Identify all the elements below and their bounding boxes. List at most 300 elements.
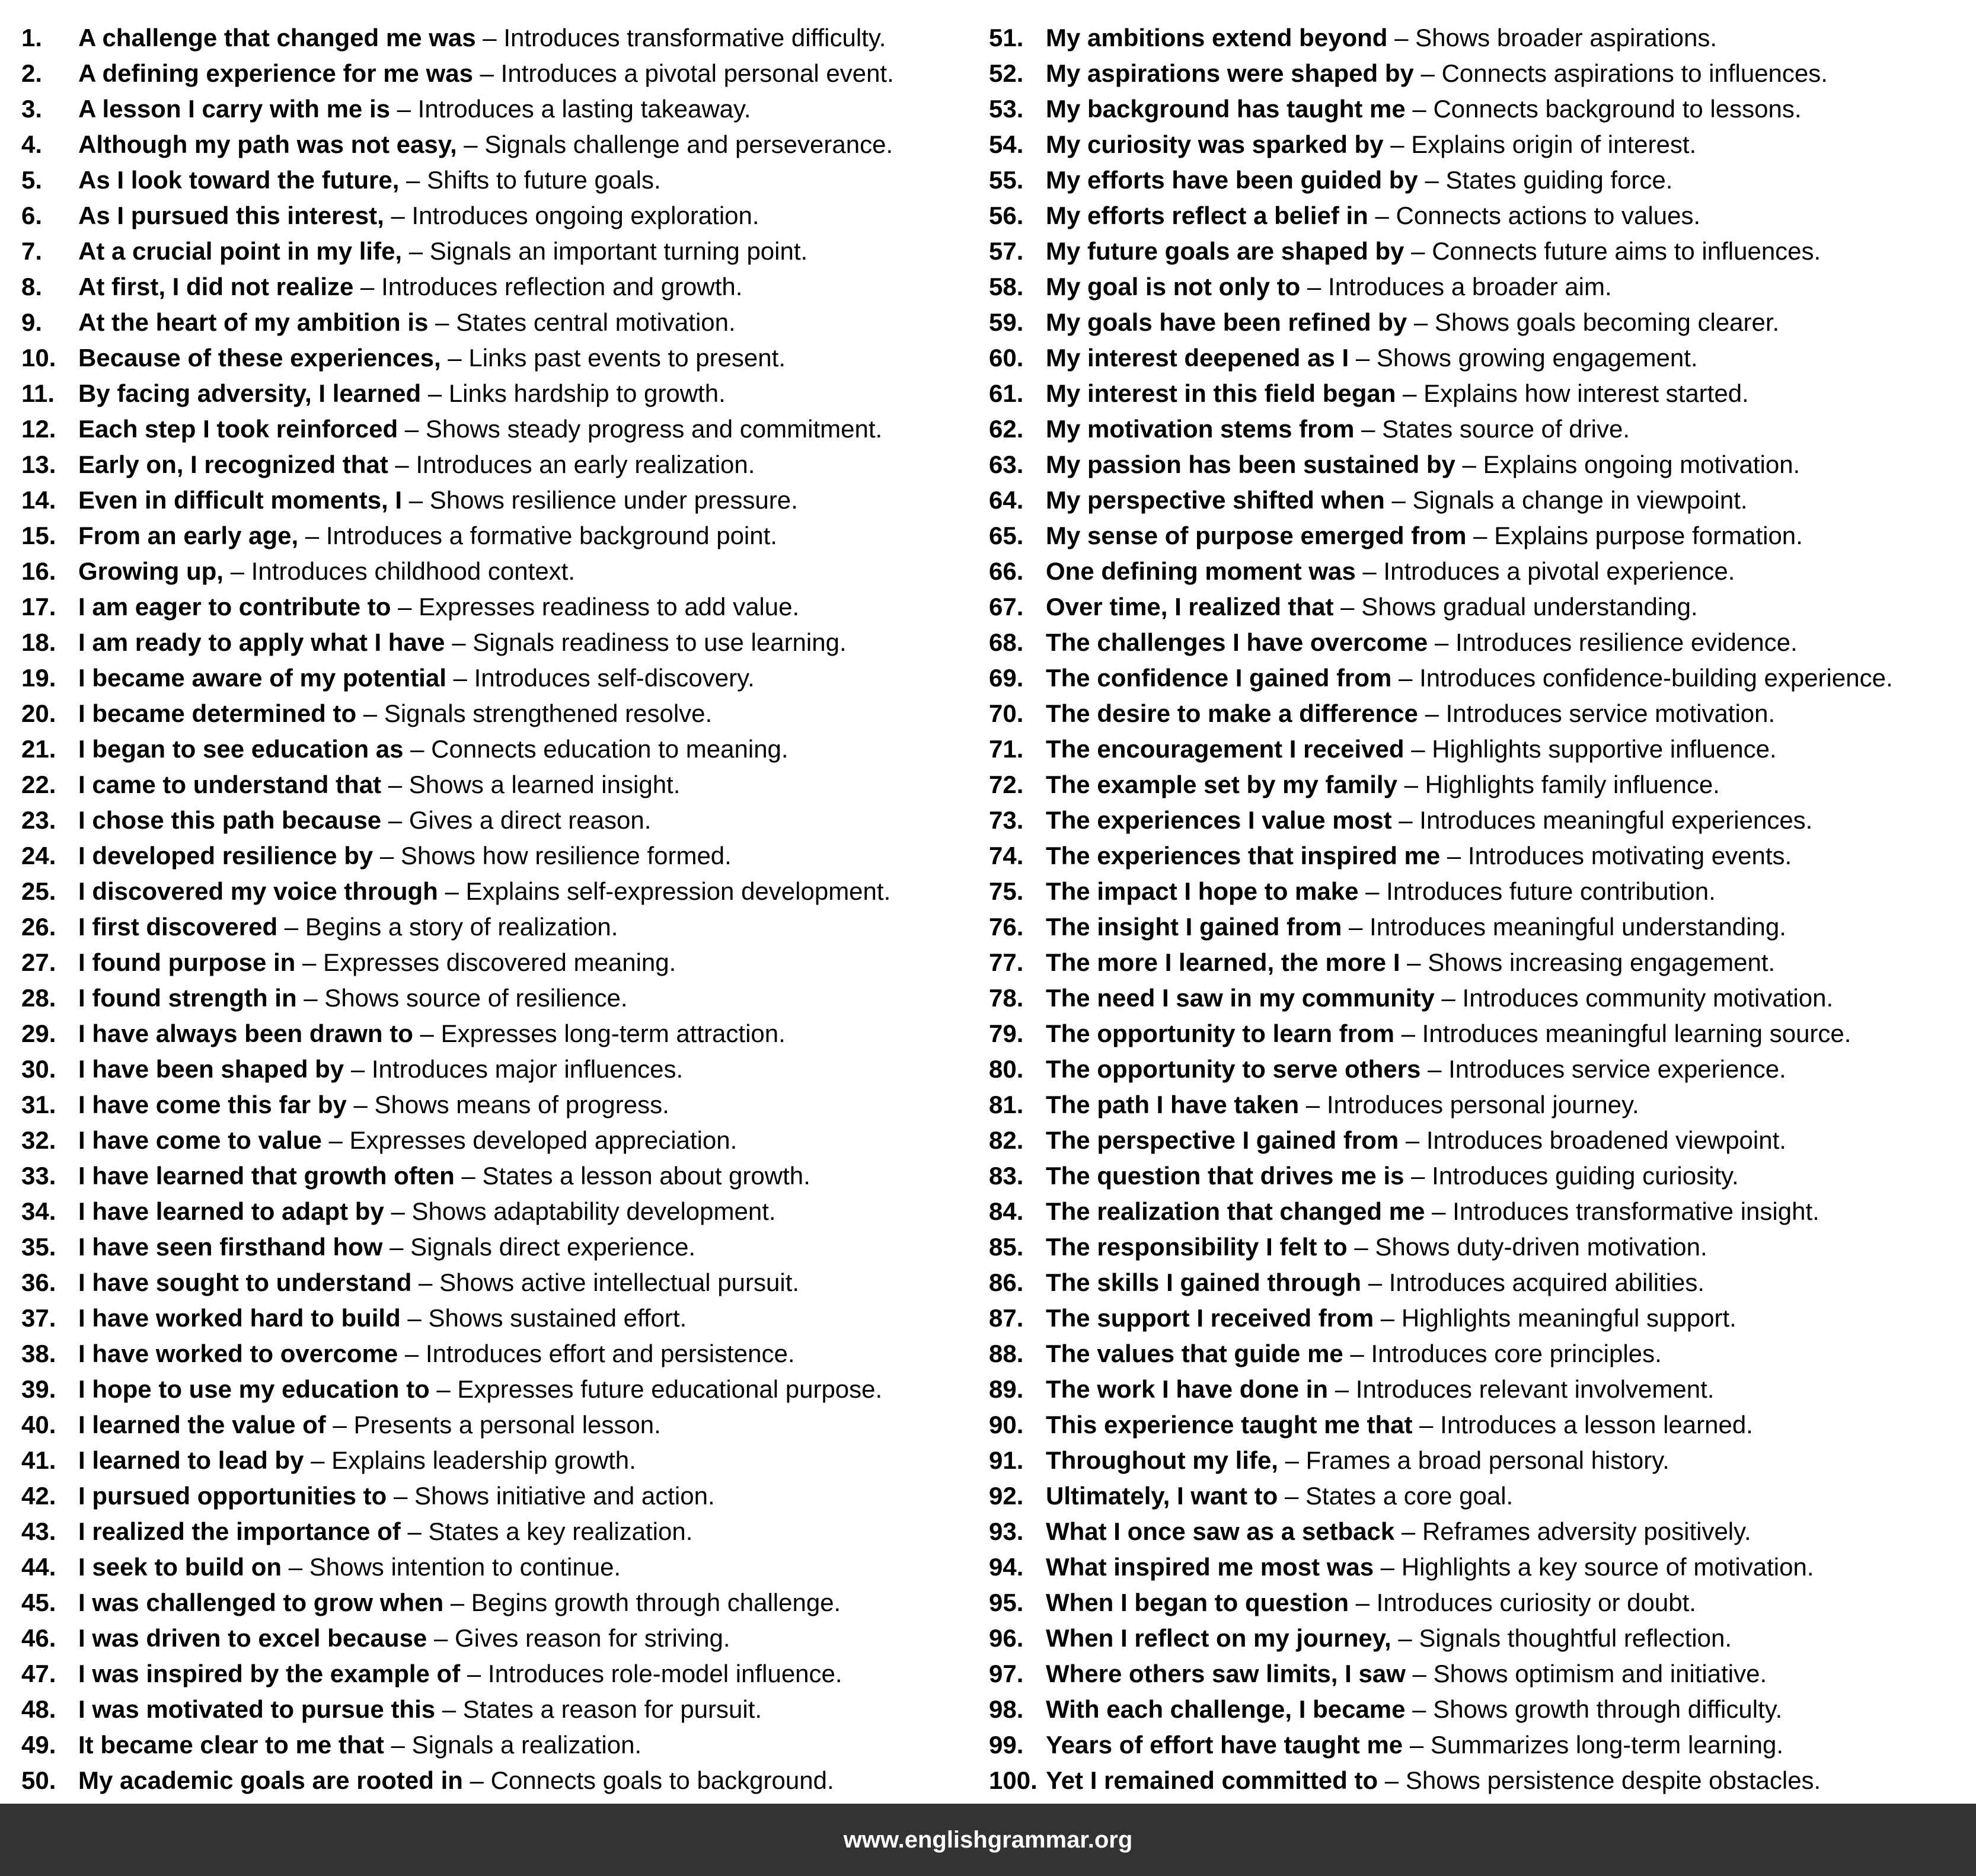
item-phrase: My background has taught me [1046, 95, 1406, 123]
item-description: – Highlights family influence. [1397, 771, 1720, 798]
list-item [989, 1087, 1972, 1123]
item-number: 22. [21, 771, 56, 798]
list-item [989, 518, 1972, 554]
list-item [989, 1478, 1972, 1514]
list-item [21, 1692, 989, 1727]
item-description: – Highlights a key source of motivation. [1374, 1553, 1814, 1581]
item-number: 11. [21, 379, 55, 407]
item-description: – Introduces a lasting takeaway. [390, 95, 751, 123]
item-description: – Introduces motivating events. [1440, 842, 1792, 870]
item-number: 17. [21, 593, 56, 621]
list-item [989, 1621, 1972, 1656]
item-number: 89. [989, 1375, 1024, 1403]
list-item [989, 874, 1972, 909]
item-description: – Introduces service experience. [1420, 1055, 1786, 1083]
item-phrase: I was challenged to grow when [78, 1589, 444, 1616]
item-phrase: Years of effort have taught me [1046, 1731, 1403, 1759]
item-number: 81. [989, 1091, 1024, 1118]
list-item [989, 1052, 1972, 1087]
footer-url: www.englishgrammar.org [843, 1826, 1133, 1853]
item-number: 12. [21, 415, 56, 443]
item-number: 99. [989, 1731, 1024, 1759]
item-description: – Shows intention to continue. [282, 1553, 621, 1581]
item-phrase: I have learned to adapt by [78, 1197, 384, 1225]
list-item [989, 305, 1972, 340]
item-description: – Introduces a pivotal experience. [1355, 557, 1735, 585]
item-description: – Expresses long-term attraction. [413, 1020, 786, 1047]
item-number: 28. [21, 984, 56, 1012]
item-description: – Expresses discovered meaning. [295, 948, 676, 976]
right-column [989, 20, 1972, 1796]
item-phrase: Throughout my life, [1046, 1446, 1278, 1474]
item-number: 98. [989, 1695, 1024, 1723]
list-item [21, 1478, 989, 1514]
item-phrase: When I reflect on my journey, [1046, 1624, 1391, 1652]
list-item [21, 696, 989, 731]
item-phrase: One defining moment was [1046, 557, 1356, 585]
item-number: 90. [989, 1411, 1024, 1439]
item-number: 77. [989, 948, 1024, 976]
item-number: 45. [21, 1589, 56, 1616]
list-item [989, 1763, 1972, 1798]
item-phrase: I have worked to overcome [78, 1340, 398, 1367]
item-phrase: The confidence I gained from [1046, 664, 1392, 692]
item-description: – Shows optimism and initiative. [1405, 1660, 1767, 1688]
item-phrase: Where others saw limits, I saw [1046, 1660, 1406, 1688]
item-phrase: I first discovered [78, 913, 278, 941]
item-number: 35. [21, 1233, 56, 1261]
item-phrase: I began to see education as [78, 735, 404, 763]
item-phrase: The skills I gained through [1046, 1268, 1362, 1296]
item-number: 74. [989, 842, 1024, 870]
list-item [21, 127, 989, 162]
item-description: – States a key realization. [400, 1517, 693, 1545]
item-phrase: At a crucial point in my life, [78, 237, 403, 265]
item-phrase: The values that guide me [1046, 1340, 1343, 1367]
item-phrase: A challenge that changed me was [78, 24, 476, 52]
item-description: – Frames a broad personal history. [1278, 1446, 1669, 1474]
list-item [21, 1087, 989, 1123]
item-number: 71. [989, 735, 1024, 763]
item-description: – Shows initiative and action. [387, 1482, 715, 1510]
item-number: 92. [989, 1482, 1024, 1510]
list-item [989, 56, 1972, 91]
list-item [989, 269, 1972, 305]
list-item [989, 625, 1972, 660]
item-phrase: A lesson I carry with me is [78, 95, 390, 123]
item-phrase: My ambitions extend beyond [1046, 24, 1388, 52]
item-phrase: I have worked hard to build [78, 1304, 401, 1332]
item-phrase: I have seen firsthand how [78, 1233, 383, 1261]
list-item [21, 1229, 989, 1265]
item-description: – Introduces a broader aim. [1300, 273, 1612, 301]
item-description: – Highlights meaningful support. [1374, 1304, 1736, 1332]
item-number: 24. [21, 842, 56, 870]
item-phrase: I discovered my voice through [78, 877, 438, 905]
item-phrase: The question that drives me is [1046, 1162, 1404, 1190]
item-number: 75. [989, 877, 1024, 905]
item-number: 84. [989, 1197, 1024, 1225]
item-phrase: I found strength in [78, 984, 297, 1012]
item-number: 9. [21, 308, 43, 336]
footer-bar [0, 1804, 1976, 1876]
item-description: – Expresses future educational purpose. [429, 1375, 883, 1403]
item-description: – Shows gradual understanding. [1333, 593, 1698, 621]
item-phrase: I learned to lead by [78, 1446, 304, 1474]
item-number: 34. [21, 1197, 56, 1225]
list-item [989, 1372, 1972, 1407]
item-description: – Introduces meaningful learning source. [1394, 1020, 1851, 1047]
list-item [21, 1336, 989, 1372]
item-number: 49. [21, 1731, 56, 1759]
list-item [21, 554, 989, 589]
item-phrase: I pursued opportunities to [78, 1482, 387, 1510]
item-phrase: I have come this far by [78, 1091, 347, 1118]
item-number: 20. [21, 699, 56, 727]
item-phrase: This experience taught me that [1046, 1411, 1413, 1439]
item-description: – Introduces effort and persistence. [398, 1340, 795, 1367]
item-number: 41. [21, 1446, 56, 1474]
item-description: – Expresses developed appreciation. [321, 1126, 738, 1154]
item-phrase: I have always been drawn to [78, 1020, 413, 1047]
item-number: 50. [21, 1766, 56, 1794]
item-phrase: The perspective I gained from [1046, 1126, 1399, 1154]
item-number: 83. [989, 1162, 1024, 1190]
item-phrase: Early on, I recognized that [78, 450, 388, 478]
item-description: – Introduces a formative background point. [298, 522, 777, 549]
item-number: 31. [21, 1091, 56, 1118]
list-item [21, 1016, 989, 1052]
item-description: – Introduces ongoing exploration. [384, 202, 759, 229]
list-item [989, 1727, 1972, 1763]
item-description: – Gives a direct reason. [381, 806, 652, 834]
item-description: – States source of drive. [1354, 415, 1630, 443]
item-number: 29. [21, 1020, 56, 1047]
item-phrase: Yet I remained committed to [1046, 1766, 1378, 1794]
list-item [21, 376, 989, 411]
item-phrase: My motivation stems from [1046, 415, 1355, 443]
item-number: 87. [989, 1304, 1024, 1332]
item-phrase: The example set by my family [1046, 771, 1397, 798]
item-number: 16. [21, 557, 56, 585]
item-phrase: I found purpose in [78, 948, 296, 976]
list-item [21, 1549, 989, 1585]
item-number: 53. [989, 95, 1024, 123]
list-item [989, 803, 1972, 838]
list-item [989, 198, 1972, 234]
item-description: – Connects background to lessons. [1405, 95, 1802, 123]
item-number: 86. [989, 1268, 1024, 1296]
item-description: – Shows duty-driven motivation. [1347, 1233, 1707, 1261]
list-item [21, 20, 989, 56]
item-number: 66. [989, 557, 1024, 585]
item-number: 44. [21, 1553, 56, 1581]
item-number: 72. [989, 771, 1024, 798]
list-item [21, 1194, 989, 1229]
item-number: 47. [21, 1660, 56, 1688]
list-item [21, 945, 989, 980]
item-number: 100. [989, 1766, 1038, 1794]
item-number: 14. [21, 486, 56, 514]
item-number: 30. [21, 1055, 56, 1083]
list-item [21, 838, 989, 874]
item-description: – States a lesson about growth. [454, 1162, 810, 1190]
item-number: 13. [21, 450, 56, 478]
item-description: – States a core goal. [1278, 1482, 1514, 1510]
item-phrase: As I pursued this interest, [78, 202, 384, 229]
item-phrase: I became aware of my potential [78, 664, 446, 692]
item-number: 25. [21, 877, 56, 905]
item-description: – States central motivation. [428, 308, 736, 336]
item-description: – Shows means of progress. [346, 1091, 669, 1118]
item-number: 8. [21, 273, 43, 301]
item-description: – Signals challenge and perseverance. [457, 130, 893, 158]
list-item [989, 1158, 1972, 1194]
list-item [21, 234, 989, 269]
item-phrase: It became clear to me that [78, 1731, 384, 1759]
item-phrase: What I once saw as a setback [1046, 1517, 1395, 1545]
list-item [989, 376, 1972, 411]
item-description: – Links past events to present. [440, 344, 786, 372]
item-phrase: I have come to value [78, 1126, 322, 1154]
item-description: – Connects actions to values. [1368, 202, 1701, 229]
item-description: – Summarizes long-term learning. [1403, 1731, 1784, 1759]
list-item [989, 980, 1972, 1016]
list-item [21, 305, 989, 340]
item-phrase: My interest deepened as I [1046, 344, 1349, 372]
item-description: – Introduces transformative insight. [1425, 1197, 1819, 1225]
item-number: 76. [989, 913, 1024, 941]
item-phrase: I became determined to [78, 699, 357, 727]
item-description: – Shows growing engagement. [1349, 344, 1698, 372]
item-number: 5. [21, 166, 43, 194]
list-item [21, 731, 989, 767]
item-phrase: I came to understand that [78, 771, 382, 798]
item-description: – Introduces meaningful understanding. [1342, 913, 1786, 941]
item-number: 38. [21, 1340, 56, 1367]
item-phrase: Although my path was not easy, [78, 130, 457, 158]
list-item [21, 1300, 989, 1336]
item-number: 3. [21, 95, 43, 123]
item-number: 2. [21, 59, 43, 87]
list-item [989, 554, 1972, 589]
list-item [989, 482, 1972, 518]
list-item [21, 767, 989, 803]
item-phrase: The insight I gained from [1046, 913, 1342, 941]
item-phrase: I was driven to excel because [78, 1624, 427, 1652]
item-number: 32. [21, 1126, 56, 1154]
item-description: – Introduces acquired abilities. [1361, 1268, 1705, 1296]
list-item [989, 127, 1972, 162]
list-item [989, 1300, 1972, 1336]
item-number: 64. [989, 486, 1024, 514]
list-item [21, 1443, 989, 1478]
list-item [21, 1407, 989, 1443]
item-phrase: I hope to use my education to [78, 1375, 430, 1403]
item-number: 67. [989, 593, 1024, 621]
list-item [21, 482, 989, 518]
item-number: 10. [21, 344, 56, 372]
item-phrase: Over time, I realized that [1046, 593, 1334, 621]
item-description: – Introduces resilience evidence. [1428, 628, 1798, 656]
item-number: 96. [989, 1624, 1024, 1652]
item-phrase: The experiences that inspired me [1046, 842, 1441, 870]
list-item [989, 1549, 1972, 1585]
item-description: – Shows broader aspirations. [1387, 24, 1718, 52]
list-item [21, 874, 989, 909]
item-description: – Shows resilience under pressure. [402, 486, 798, 514]
item-description: – States guiding force. [1418, 166, 1673, 194]
item-phrase: I am eager to contribute to [78, 593, 391, 621]
item-number: 56. [989, 202, 1024, 229]
phrase-columns [21, 20, 1972, 1796]
item-number: 91. [989, 1446, 1024, 1474]
item-description: – Begins a story of realization. [277, 913, 618, 941]
list-item [989, 234, 1972, 269]
item-number: 88. [989, 1340, 1024, 1367]
item-number: 46. [21, 1624, 56, 1652]
item-description: – Introduces community motivation. [1434, 984, 1834, 1012]
item-description: – Introduces a pivotal personal event. [473, 59, 894, 87]
list-item [989, 838, 1972, 874]
item-number: 97. [989, 1660, 1024, 1688]
list-item [21, 56, 989, 91]
item-phrase: My goal is not only to [1046, 273, 1301, 301]
item-description: – Shifts to future goals. [399, 166, 661, 194]
item-phrase: The encouragement I received [1046, 735, 1404, 763]
item-phrase: From an early age, [78, 522, 299, 549]
item-description: – Shows a learned insight. [381, 771, 681, 798]
item-phrase: The need I saw in my community [1046, 984, 1435, 1012]
item-description: – Connects future aims to influences. [1404, 237, 1821, 265]
item-description: – Explains purpose formation. [1466, 522, 1803, 549]
item-phrase: My future goals are shaped by [1046, 237, 1404, 265]
item-description: – Highlights supportive influence. [1404, 735, 1777, 763]
item-number: 19. [21, 664, 56, 692]
item-number: 42. [21, 1482, 56, 1510]
list-item [21, 1158, 989, 1194]
item-description: – Introduces transformative difficulty. [475, 24, 886, 52]
item-number: 73. [989, 806, 1024, 834]
item-number: 63. [989, 450, 1024, 478]
list-item [989, 340, 1972, 376]
list-item [21, 589, 989, 625]
list-item [989, 1443, 1972, 1478]
list-item [21, 1656, 989, 1692]
item-description: – Introduces childhood context. [223, 557, 576, 585]
item-number: 57. [989, 237, 1024, 265]
item-number: 43. [21, 1517, 56, 1545]
item-description: – Shows source of resilience. [296, 984, 628, 1012]
item-phrase: My efforts have been guided by [1046, 166, 1418, 194]
list-item [21, 198, 989, 234]
list-item [989, 767, 1972, 803]
item-description: – Connects education to meaning. [403, 735, 789, 763]
list-item [989, 162, 1972, 198]
item-phrase: By facing adversity, I learned [78, 379, 422, 407]
item-number: 39. [21, 1375, 56, 1403]
list-item [989, 411, 1972, 447]
list-item [989, 20, 1972, 56]
list-item [989, 945, 1972, 980]
list-item [989, 1016, 1972, 1052]
item-number: 85. [989, 1233, 1024, 1261]
item-description: – Signals a change in viewpoint. [1384, 486, 1748, 514]
item-number: 93. [989, 1517, 1024, 1545]
list-item [21, 411, 989, 447]
item-description: – Shows goals becoming clearer. [1407, 308, 1780, 336]
item-description: – Links hardship to growth. [421, 379, 726, 407]
item-number: 59. [989, 308, 1024, 336]
item-phrase: I chose this path because [78, 806, 382, 834]
item-phrase: I realized the importance of [78, 1517, 401, 1545]
item-description: – Begins growth through challenge. [443, 1589, 841, 1616]
list-item [989, 1407, 1972, 1443]
item-phrase: I have learned that growth often [78, 1162, 455, 1190]
item-phrase: The support I received from [1046, 1304, 1374, 1332]
item-phrase: The realization that changed me [1046, 1197, 1425, 1225]
item-description: – Introduces self-discovery. [446, 664, 755, 692]
list-item [21, 91, 989, 127]
item-phrase: My curiosity was sparked by [1046, 130, 1384, 158]
item-number: 69. [989, 664, 1024, 692]
list-item [21, 660, 989, 696]
list-item [21, 803, 989, 838]
item-phrase: My perspective shifted when [1046, 486, 1385, 514]
item-description: – Shows growth through difficulty. [1405, 1695, 1783, 1723]
item-description: – Introduces curiosity or doubt. [1348, 1589, 1696, 1616]
list-item [21, 1052, 989, 1087]
item-number: 48. [21, 1695, 56, 1723]
item-phrase: My sense of purpose emerged from [1046, 522, 1467, 549]
item-number: 21. [21, 735, 56, 763]
item-phrase: I have been shaped by [78, 1055, 344, 1083]
item-description: – Introduces an early realization. [388, 450, 755, 478]
item-description: – Reframes adversity positively. [1394, 1517, 1751, 1545]
item-phrase: I have sought to understand [78, 1268, 412, 1296]
item-phrase: Because of these experiences, [78, 344, 441, 372]
item-description: – Shows how resilience formed. [373, 842, 732, 870]
item-phrase: Each step I took reinforced [78, 415, 398, 443]
item-description: – Introduces major influences. [344, 1055, 684, 1083]
item-description: – Signals thoughtful reflection. [1391, 1624, 1732, 1652]
item-number: 95. [989, 1589, 1024, 1616]
list-item [989, 589, 1972, 625]
item-number: 60. [989, 344, 1024, 372]
item-number: 94. [989, 1553, 1024, 1581]
list-item [989, 909, 1972, 945]
list-item [989, 660, 1972, 696]
left-column [21, 20, 989, 1796]
item-description: – Introduces broadened viewpoint. [1399, 1126, 1786, 1154]
list-item [21, 1727, 989, 1763]
list-item [21, 1372, 989, 1407]
list-item [989, 1514, 1972, 1549]
item-phrase: My aspirations were shaped by [1046, 59, 1414, 87]
list-item [989, 1585, 1972, 1621]
item-number: 68. [989, 628, 1024, 656]
item-description: – Expresses readiness to add value. [391, 593, 800, 621]
item-number: 40. [21, 1411, 56, 1439]
item-number: 80. [989, 1055, 1024, 1083]
item-phrase: What inspired me most was [1046, 1553, 1374, 1581]
item-phrase: The impact I hope to make [1046, 877, 1359, 905]
item-phrase: My interest in this field began [1046, 379, 1396, 407]
item-phrase: A defining experience for me was [78, 59, 473, 87]
item-phrase: I developed resilience by [78, 842, 374, 870]
list-item [21, 1123, 989, 1158]
item-description: – Introduces role-model influence. [460, 1660, 842, 1688]
